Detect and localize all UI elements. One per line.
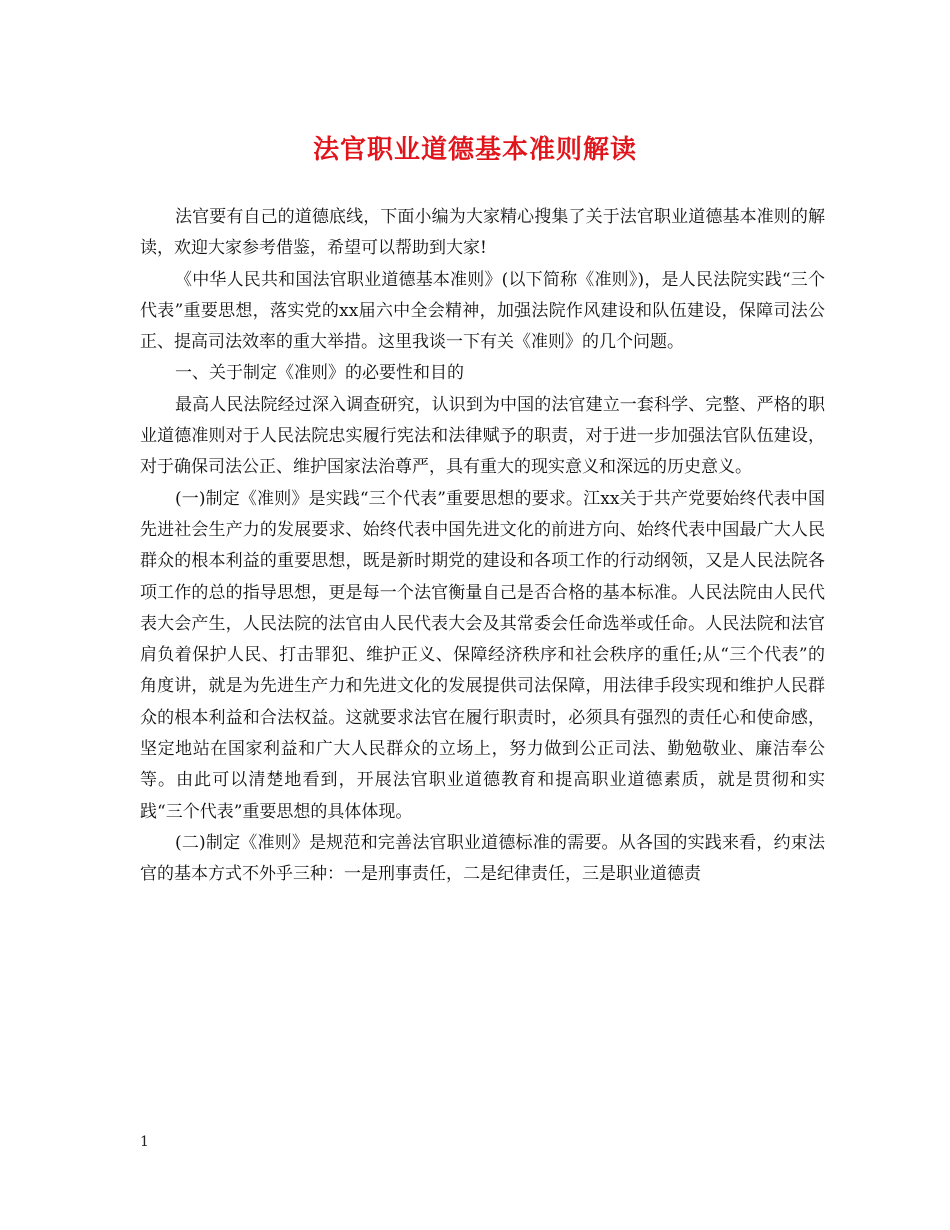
body-paragraph: 最高人民法院经过深入调查研究，认识到为中国的法官建立一套科学、完整、严格的职业道德准则对于人民法院忠实履行宪法和法律赋予的职责，对于进一步加强法官队伍建设，对于确保司法公正、维护国家法治尊严，具有重大的现实意义和深远的历史意义。	[140, 394, 825, 478]
document-body	[140, 202, 825, 891]
intro-paragraph: 法官要有自己的道德底线，下面小编为大家精心搜集了关于法官职业道德基本准则的解读，欢迎大家参考借鉴，希望可以帮助到大家!	[140, 207, 825, 259]
body-paragraph: (一)制定《准则》是实践“三个代表”重要思想的要求。江xx关于共产党要始终代表中国先进社会生产力的发展要求、始终代表中国先进文化的前进方向、始终代表中国最广大人民群众的根本利益的重要思想，既是新时期党的建设和各项工作的行动纲领，又是人民法院各项工作的总的指导思想，更是每一个法官衡量自己是否合格的基本标准。人民法院由人民代表大会产生，人民法院的法官由人民代表大会及其常委会任命选举或任命。人民法院和法官肩负着保护人民、打击罪犯、维护正义、保障经济秩序和社会秩序的重任;从“三个代表”的角度讲，就是为先进生产力和先进文化的发展提供司法保障，用法律手段实现和维护人民群众的根本利益和合法权益。这就要求法官在履行职责时，必须具有强烈的责任心和使命感，坚定地站在国家利益和广大人民群众的立场上，努力做到公正司法、勤勉敬业、廉洁奉公等。由此可以清楚地看到，开展法官职业道德教育和提高职业道德素质，就是贯彻和实践“三个代表”重要思想的具体体现。	[140, 488, 825, 822]
page-number: 1	[140, 1134, 149, 1150]
body-paragraph: (二)制定《准则》是规范和完善法官职业道德标准的需要。从各国的实践来看，约束法官的基本方式不外乎三种：一是刑事责任，二是纪律责任，三是职业道德责	[140, 832, 825, 885]
document-title: 法官职业道德基本准则解读	[312, 135, 637, 165]
section-heading: 一、关于制定《准则》的必要性和目的	[175, 363, 464, 384]
preface-paragraph: 《中华人民共和国法官职业道德基本准则》(以下简称《准则》)，是人民法院实践“三个代表”重要思想，落实党的xx届六中全会精神，加强法院作风建设和队伍建设，保障司法公正、提高司法效率的重大举措。这里我谈一下有关《准则》的几个问题。	[140, 269, 825, 353]
